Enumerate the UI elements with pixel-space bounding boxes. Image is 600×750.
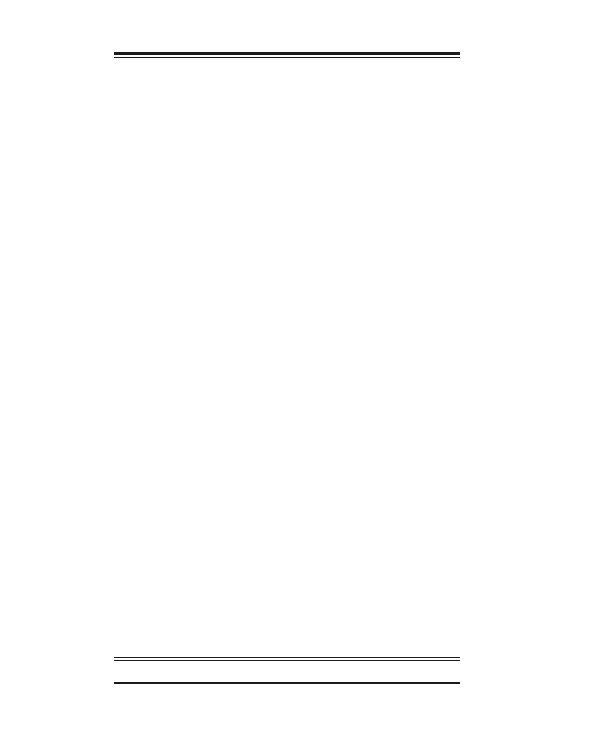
triangle-dot-border-ornament-icon xyxy=(112,684,462,698)
paragraph-with-dropcap xyxy=(121,567,457,589)
bottom-rule-1 xyxy=(114,657,460,658)
bottom-rule-2 xyxy=(114,660,460,661)
top-rule-thick xyxy=(114,52,460,55)
section-2-text-block xyxy=(121,567,457,589)
dot-circle-border-ornament-icon xyxy=(112,58,462,74)
